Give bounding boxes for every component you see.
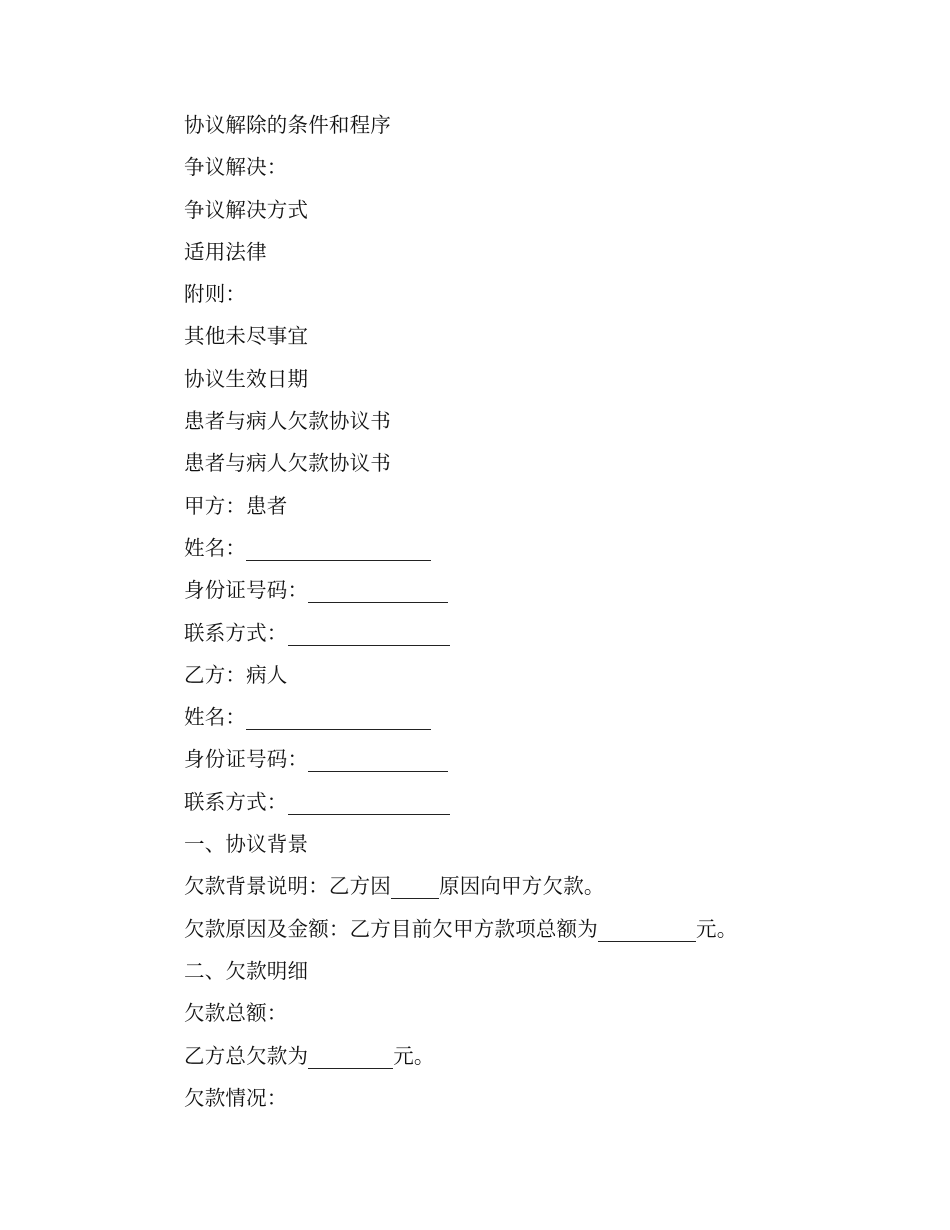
party-a-name-label: 姓名： xyxy=(184,535,247,560)
status-label: 欠款情况： xyxy=(184,1085,288,1110)
clause-termination-conditions: 协议解除的条件和程序 xyxy=(184,113,391,137)
party-b-contact-blank xyxy=(288,790,450,815)
agreement-title: 患者与病人欠款协议书 xyxy=(184,409,391,434)
party-b-id-label: 身份证号码： xyxy=(184,747,309,772)
party-b-name-blank xyxy=(246,705,431,730)
amount-reason-suffix: 元。 xyxy=(696,916,738,941)
section-1-heading: 一、协议背景 xyxy=(184,832,309,857)
heading-supplementary: 附则： xyxy=(184,282,247,307)
party-a-heading: 甲方：患者 xyxy=(184,493,288,518)
document-body xyxy=(184,104,904,1119)
section-2-heading: 二、欠款明细 xyxy=(184,958,309,983)
background-reason-blank xyxy=(391,874,439,899)
total-amount-blank xyxy=(308,1044,393,1069)
total-prefix: 乙方总欠款为 xyxy=(184,1043,309,1068)
party-b-contact-row xyxy=(184,781,904,823)
clause-applicable-law: 适用法律 xyxy=(184,239,267,264)
heading-dispute-resolution: 争议解决： xyxy=(184,155,288,180)
total-row xyxy=(184,1035,904,1077)
party-a-name-row xyxy=(184,527,904,569)
party-b-name-row xyxy=(184,696,904,738)
party-a-id-label: 身份证号码： xyxy=(184,578,309,603)
amount-reason-blank xyxy=(598,917,696,942)
agreement-title-repeat: 患者与病人欠款协议书 xyxy=(184,451,391,476)
party-b-heading: 乙方：病人 xyxy=(184,662,288,687)
total-label: 欠款总额： xyxy=(184,1001,288,1026)
party-a-contact-row xyxy=(184,612,904,654)
party-b-id-row xyxy=(184,738,904,780)
amount-reason-prefix: 欠款原因及金额：乙方目前欠甲方款项总额为 xyxy=(184,916,598,941)
party-b-name-label: 姓名： xyxy=(184,705,247,730)
clause-dispute-method: 争议解决方式 xyxy=(184,197,309,222)
party-b-contact-label: 联系方式： xyxy=(184,789,288,814)
party-a-contact-label: 联系方式： xyxy=(184,620,288,645)
party-a-id-row xyxy=(184,569,904,611)
background-prefix: 欠款背景说明：乙方因 xyxy=(184,874,391,899)
total-suffix: 元。 xyxy=(393,1043,435,1068)
amount-reason-row xyxy=(184,908,904,950)
party-a-contact-blank xyxy=(288,621,450,646)
party-a-name-blank xyxy=(246,536,431,561)
background-row xyxy=(184,865,904,907)
clause-other-matters: 其他未尽事宜 xyxy=(184,324,309,349)
party-b-id-blank xyxy=(308,747,448,772)
party-a-id-blank xyxy=(308,578,448,603)
clause-effective-date: 协议生效日期 xyxy=(184,366,309,391)
background-suffix: 原因向甲方欠款。 xyxy=(439,874,605,899)
